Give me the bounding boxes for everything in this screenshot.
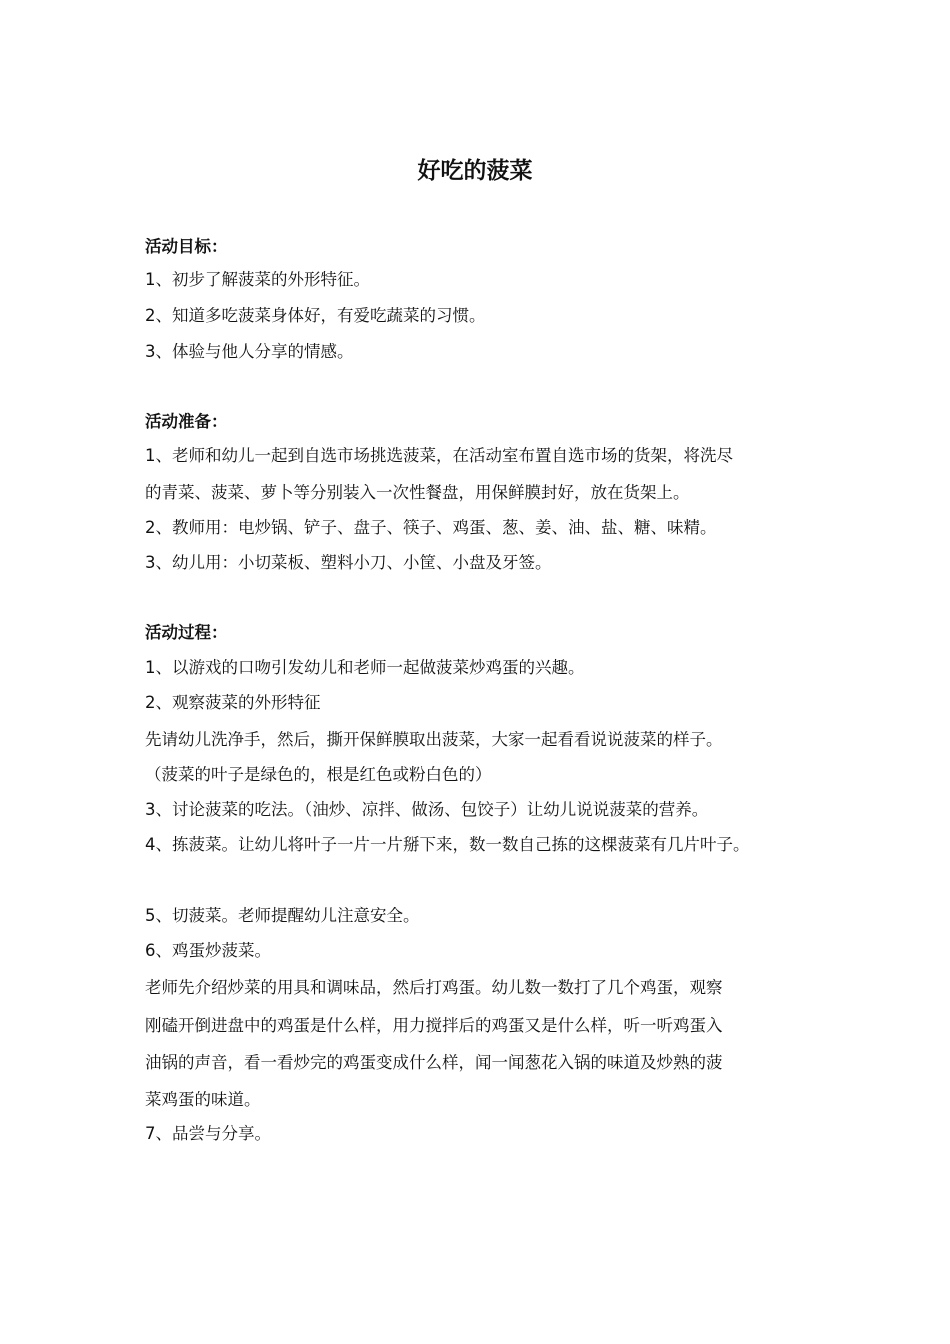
prep-item: 2、教师用：电炒锅、铲子、盘子、筷子、鸡蛋、葱、姜、油、盐、糖、味精。 [145,518,717,537]
process-item: 6、鸡蛋炒菠菜。 [145,941,271,960]
goals-heading: 活动目标： [145,237,228,256]
prep-item: 1、老师和幼儿一起到自选市场挑选菠菜，在活动室布置自选市场的货架，将洗尽 [145,446,733,465]
process-item: 5、切菠菜。老师提醒幼儿注意安全。 [145,906,420,925]
process-item: 2、观察菠菜的外形特征 [145,693,321,712]
process-item: 菜鸡蛋的味道。 [145,1090,261,1109]
prep-heading: 活动准备： [145,412,228,431]
goals-item: 2、知道多吃菠菜身体好，有爱吃蔬菜的习惯。 [145,306,486,325]
process-item: 1、以游戏的口吻引发幼儿和老师一起做菠菜炒鸡蛋的兴趣。 [145,658,585,677]
process-item: 刚磕开倒进盘中的鸡蛋是什么样，用力搅拌后的鸡蛋又是什么样，听一听鸡蛋入 [145,1016,723,1035]
process-item: 4、拣菠菜。让幼儿将叶子一片一片掰下来，数一数自己拣的这棵菠菜有几片叶子。 [145,835,750,854]
process-item: 老师先介绍炒菜的用具和调味品，然后打鸡蛋。幼儿数一数打了几个鸡蛋，观察 [145,978,723,997]
process-item: 先请幼儿洗净手，然后，撕开保鲜膜取出菠菜，大家一起看看说说菠菜的样子。 [145,730,723,749]
process-item: 3、讨论菠菜的吃法。（油炒、凉拌、做汤、包饺子）让幼儿说说菠菜的营养。 [145,800,709,819]
process-item: 油锅的声音，看一看炒完的鸡蛋变成什么样，闻一闻葱花入锅的味道及炒熟的菠 [145,1053,723,1072]
goals-item: 3、体验与他人分享的情感。 [145,342,354,361]
goals-item: 1、初步了解菠菜的外形特征。 [145,270,370,289]
document-title: 好吃的菠菜 [417,158,533,184]
prep-item: 3、幼儿用：小切菜板、塑料小刀、小筐、小盘及牙签。 [145,553,552,572]
process-heading: 活动过程： [145,623,228,642]
process-item: （菠菜的叶子是绿色的，根是红色或粉白色的） [145,765,492,784]
process-item: 7、品尝与分享。 [145,1124,271,1143]
prep-item: 的青菜、菠菜、萝卜等分别装入一次性餐盘，用保鲜膜封好，放在货架上。 [145,483,690,502]
